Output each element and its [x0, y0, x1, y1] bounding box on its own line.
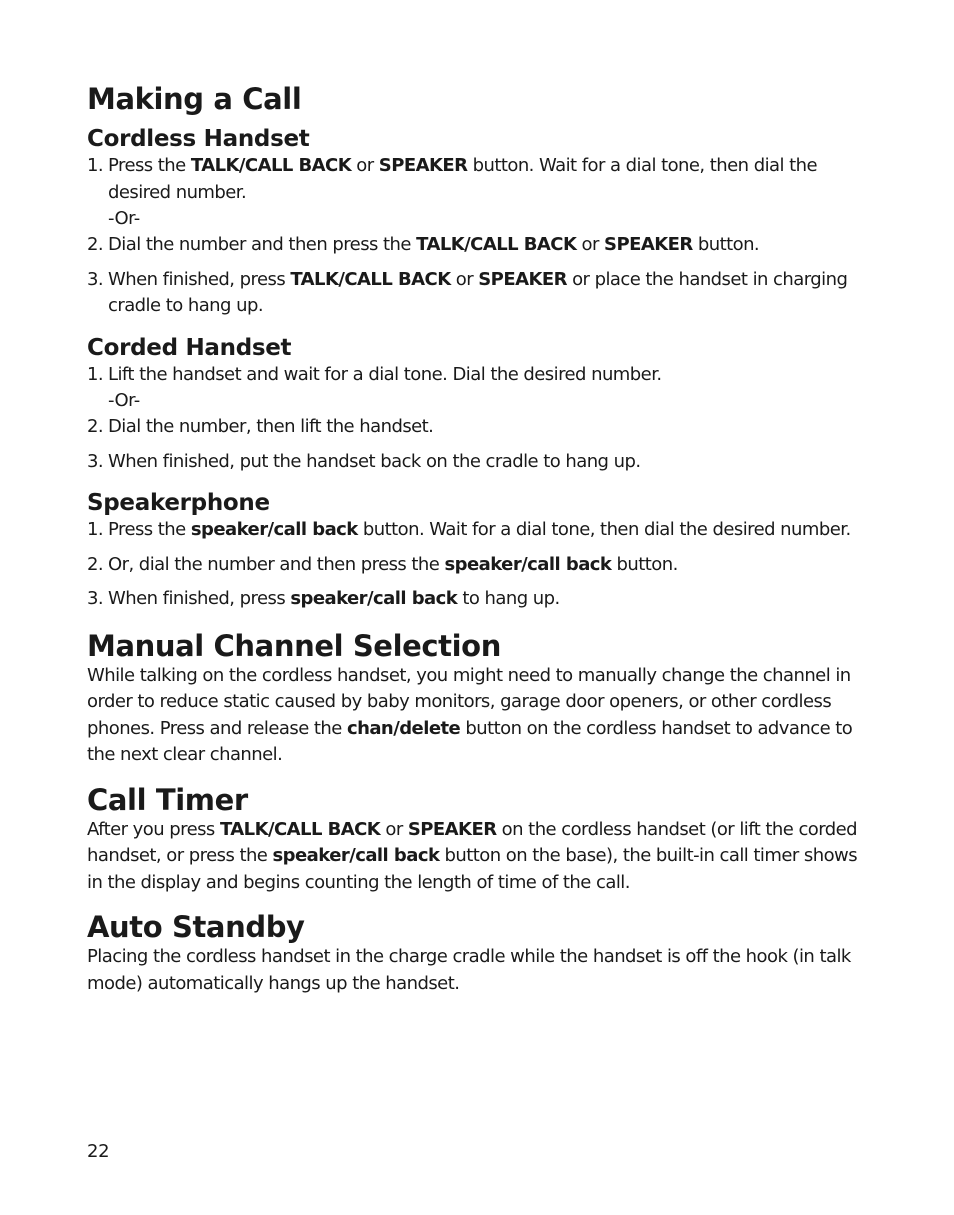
step-number: 2.: [87, 416, 104, 437]
paragraph-text: on the cordless handset (or lift the corded handset, or press the: [87, 818, 858, 866]
step-text: Press the: [108, 155, 191, 176]
paragraph-text: While talking on the cordless handset, you might need to manually change the channel in order to reduce static caused by baby monitors, garage door openers, or other cordless phones. Press and release the: [87, 664, 851, 739]
step-number: 1.: [87, 363, 104, 385]
step-text: button.: [611, 553, 678, 575]
or-separator: -Or-: [108, 390, 140, 411]
speaker-key: SPEAKER: [378, 155, 468, 176]
step-number: 3.: [87, 268, 104, 290]
auto-standby-paragraph: Placing the cordless handset in the charge cradle while the handset is off the hook (in talk mode) automatically hangs up the handset.: [87, 946, 851, 994]
manual-page: [87, 82, 877, 997]
step-text: Or, dial the number and then press the: [108, 553, 445, 575]
corded-handset-heading: Corded Handset: [87, 334, 292, 361]
speaker-call-back-key: speaker/call back: [444, 553, 612, 575]
step-number: 3.: [87, 588, 104, 609]
talk-call-back-key: TALK/CALL BACK: [190, 155, 352, 176]
cordless-step-2: [87, 232, 877, 259]
step-number: 3.: [87, 450, 104, 472]
step-text: When finished, press: [108, 588, 291, 609]
step-number: 1.: [87, 519, 104, 540]
speaker-key: SPEAKER: [604, 234, 693, 255]
cordless-handset-steps: [87, 153, 877, 320]
step-text: When finished, put the handset back on the cradle to hang up.: [108, 450, 641, 472]
step-text: or place the handset in charging cradle to hang up.: [108, 268, 848, 316]
step-text: or: [450, 268, 479, 290]
speakerphone-step-3: [87, 586, 877, 613]
cordless-step-3: [87, 267, 877, 320]
speakerphone-step-2: [87, 552, 877, 579]
talk-call-back-key: TALK/CALL BACK: [416, 234, 577, 255]
step-text: Press the: [108, 519, 191, 540]
call-timer-title: Call Timer: [87, 782, 248, 817]
step-text: button. Wait for a dial tone, then dial the desired number.: [108, 155, 818, 203]
paragraph-text: or: [380, 818, 408, 840]
cordless-step-1: [87, 153, 877, 206]
chan-delete-key: chan/delete: [346, 717, 461, 739]
step-text: to hang up.: [457, 588, 560, 609]
or-separator: -Or-: [108, 208, 140, 229]
step-text: button.: [692, 234, 760, 255]
step-number: 2.: [87, 234, 104, 255]
step-text: When finished, press: [108, 268, 291, 290]
step-number: 2.: [87, 553, 104, 575]
speaker-key: SPEAKER: [407, 818, 497, 840]
speakerphone-step-1: [87, 517, 877, 544]
manual-channel-paragraph: [87, 663, 877, 769]
speakerphone-heading: Speakerphone: [87, 490, 270, 516]
paragraph-text: After you press: [87, 818, 220, 840]
step-number: 1.: [87, 155, 104, 176]
speaker-key: SPEAKER: [478, 268, 567, 290]
manual-channel-selection-title: Manual Channel Selection: [87, 628, 501, 663]
speakerphone-steps: [87, 517, 877, 613]
paragraph-text: button on the base), the built-in call timer shows in the display and begins counting the length of time of the call.: [87, 845, 858, 893]
corded-step-3: [87, 449, 877, 476]
step-text: or: [576, 234, 605, 255]
corded-step-2: [87, 414, 877, 441]
page-number: 22: [87, 1141, 110, 1162]
speaker-call-back-key: speaker/call back: [290, 588, 458, 609]
speaker-call-back-key: speaker/call back: [190, 519, 358, 540]
step-text: or: [351, 155, 379, 176]
call-timer-paragraph: [87, 817, 877, 897]
corded-handset-steps: [87, 362, 877, 476]
auto-standby-title: Auto Standby: [87, 910, 305, 944]
making-a-call-title: Making a Call: [87, 82, 302, 116]
cordless-handset-heading: Cordless Handset: [87, 126, 310, 152]
talk-call-back-key: TALK/CALL BACK: [219, 818, 381, 840]
paragraph-text: button on the cordless handset to advance to the next clear channel.: [87, 717, 853, 765]
step-text: Dial the number and then press the: [108, 234, 417, 255]
step-text: Lift the handset and wait for a dial tone. Dial the desired number.: [108, 363, 662, 385]
step-text: Dial the number, then lift the handset.: [108, 416, 434, 437]
talk-call-back-key: TALK/CALL BACK: [290, 268, 451, 290]
corded-step-1: [87, 362, 877, 389]
step-text: button. Wait for a dial tone, then dial the desired number.: [357, 519, 851, 540]
speaker-call-back-key: speaker/call back: [272, 845, 440, 866]
